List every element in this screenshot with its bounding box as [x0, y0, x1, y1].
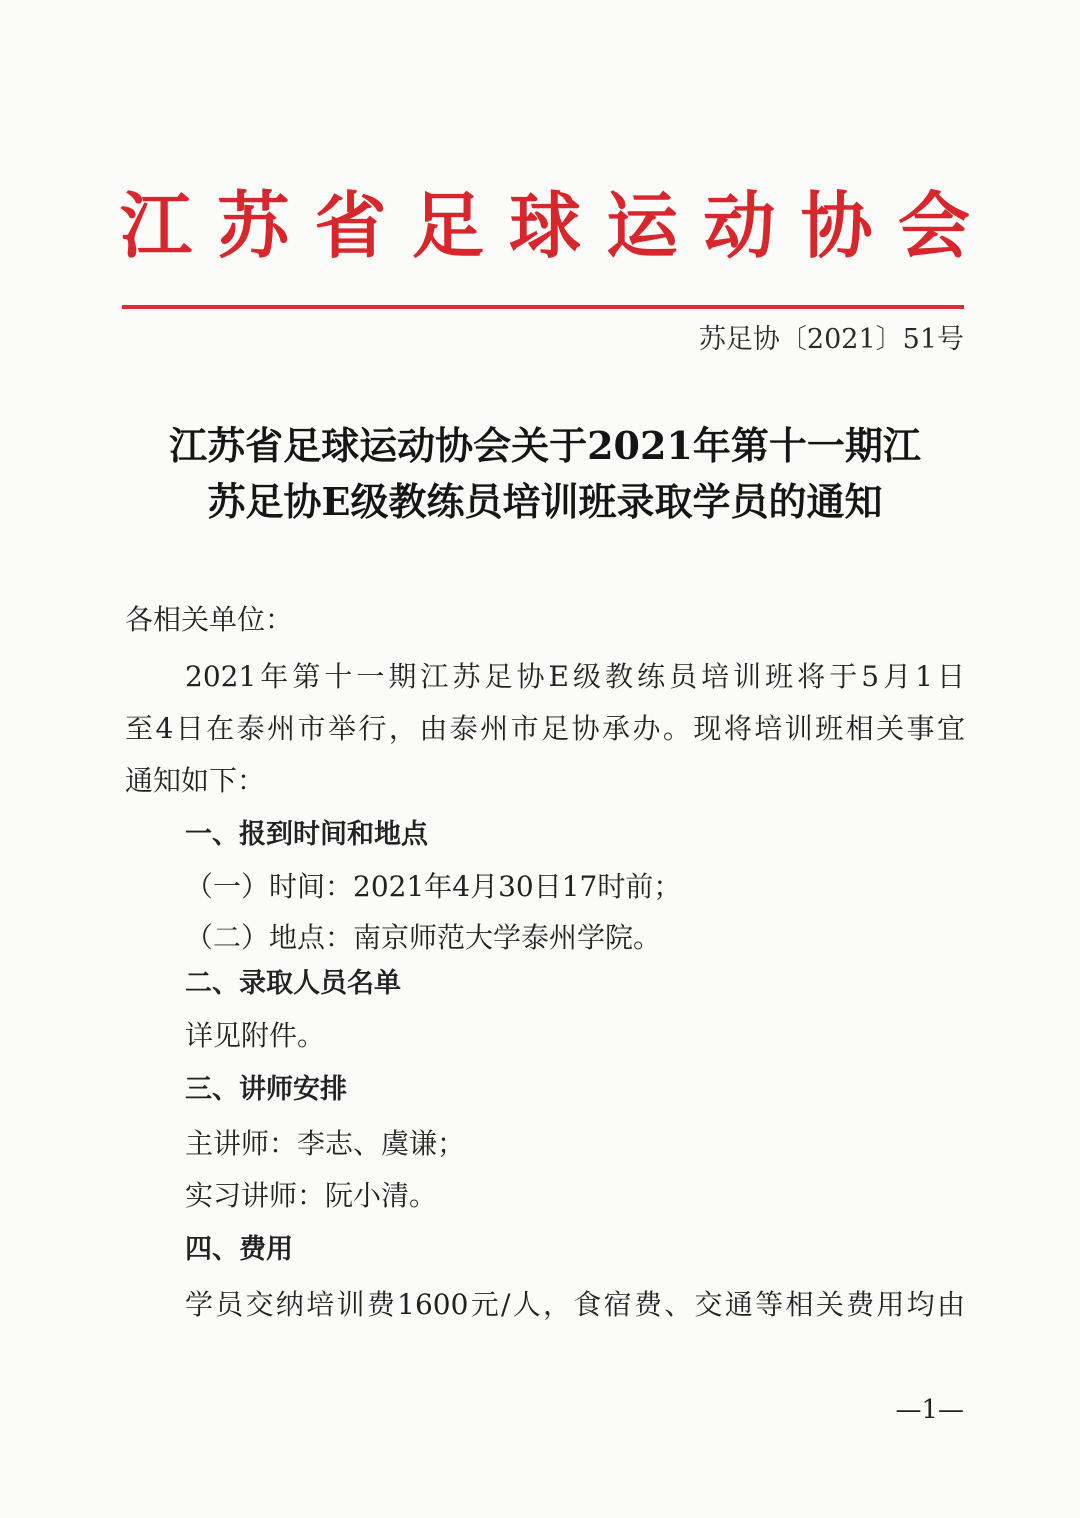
section-text: 详见附件。 [185, 1019, 326, 1052]
section-heading: 四、费用 [185, 1234, 293, 1265]
org-char: 动 [703, 184, 776, 268]
section-text: 主讲师：李志、虞谦； [185, 1127, 466, 1160]
org-char: 苏 [217, 184, 290, 268]
page-number: —1— [895, 1395, 964, 1425]
intro-paragraph-line: 通知如下： [125, 764, 266, 797]
intro-paragraph-line: 至4日在泰州市举行，由泰州市足协承办。现将培训班相关事宜 [125, 712, 965, 745]
document-number: 苏足协〔2021〕51号 [698, 324, 964, 355]
header-divider [122, 305, 964, 309]
section-heading: 三、讲师安排 [185, 1074, 347, 1105]
org-char: 球 [508, 184, 581, 268]
section-text: 实习讲师：阮小清。 [185, 1179, 438, 1212]
section-heading: 二、录取人员名单 [185, 968, 401, 999]
section-heading: 一、报到时间和地点 [185, 819, 428, 850]
org-char: 协 [800, 184, 873, 268]
org-char: 足 [411, 184, 484, 268]
org-char: 会 [897, 184, 970, 268]
notice-title-line: 江苏省足球运动协会关于2021年第十一期江 [169, 423, 921, 468]
section-item: （一）时间：2021年4月30日17时前； [185, 870, 682, 903]
org-char: 江 [120, 184, 193, 268]
organization-header [120, 176, 970, 276]
section-text: 学员交纳培训费1600元/人，食宿费、交通等相关费用均由 [185, 1288, 965, 1321]
intro-paragraph-line: 2021年第十一期江苏足协E级教练员培训班将于5月1日 [185, 660, 965, 693]
salutation: 各相关单位： [125, 603, 294, 636]
notice-title-line: 苏足协E级教练员培训班录取学员的通知 [207, 479, 883, 524]
org-char: 省 [314, 184, 387, 268]
notice-title [120, 418, 970, 530]
section-item: （二）地点：南京师范大学泰州学院。 [185, 921, 662, 954]
org-char: 运 [606, 184, 679, 268]
